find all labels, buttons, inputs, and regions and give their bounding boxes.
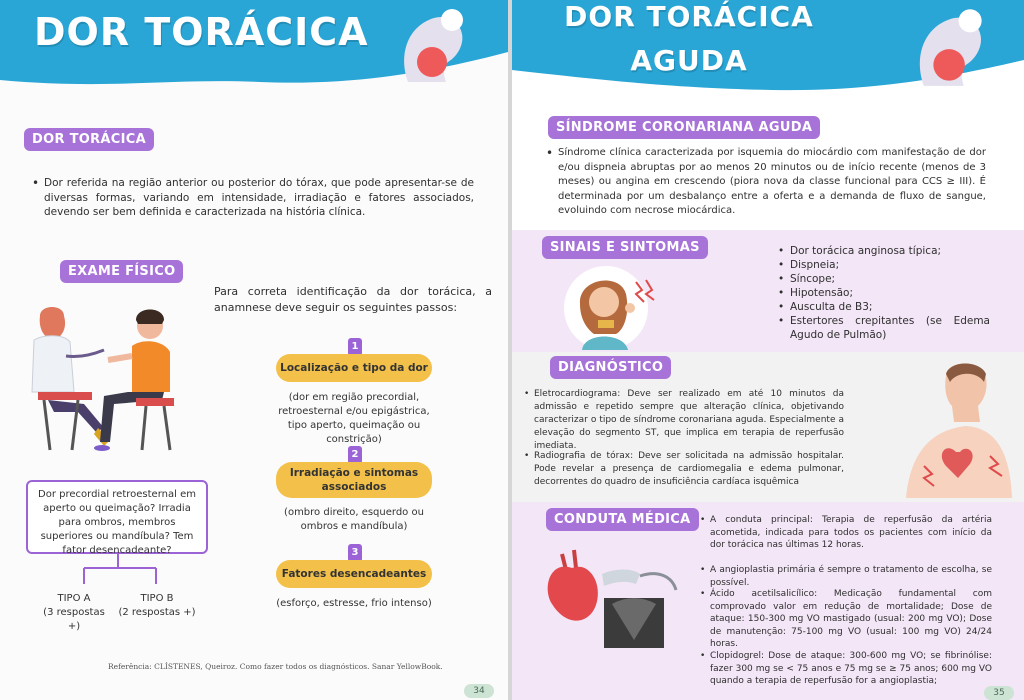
conduct-3 <box>700 588 992 651</box>
sign-item: • Estertores crepitantes (se Edema Agudo de Pulmão) <box>778 314 990 342</box>
step-3-number: 3 <box>348 544 362 562</box>
reference-text: Referência: CLÍSTENES, Queiroz. Como fazer todos os diagnósticos. Sanar YellowBook. <box>108 662 443 671</box>
conduct-4 <box>700 650 992 688</box>
sign-item: • Ausculta de B3; <box>778 300 990 314</box>
section-tag-exame-fisico: EXAME FÍSICO <box>60 260 183 283</box>
sign-item: • Hipotensão; <box>778 286 990 300</box>
type-b <box>118 592 196 620</box>
signs-list <box>778 244 990 342</box>
conduct-2 <box>700 564 992 589</box>
section-tag-diagnostico: DIAGNÓSTICO <box>550 356 671 379</box>
diagnosis-xray <box>524 450 844 489</box>
bullet-dot: • <box>546 146 554 160</box>
question-box: Dor precordial retroesternal em aperto ou queimação? Irradia para ombros, membros superiores ou mandíbula? Tem fator desencadeante? <box>26 480 208 554</box>
sign-item: • Dispneia; <box>778 258 990 272</box>
conduct-4-text: Clopidogrel: Dose de ataque: 300-600 mg VO; se fibrinólise: fazer 300 mg se < 75 anos e 75 mg se ≥ 75 anos; 600 mg VO quando a terapia de reperfusão for a angioplastia; <box>710 651 992 686</box>
doctor-patient-illustration <box>24 300 184 458</box>
sign-item: • Dor torácica anginosa típica; <box>778 244 990 258</box>
step-2-number: 2 <box>348 446 362 464</box>
section-tag-conduta: CONDUTA MÉDICA <box>546 508 699 531</box>
bullet-dot: • <box>524 389 530 399</box>
bullet-dot: • <box>524 451 530 461</box>
left-page <box>0 0 508 700</box>
bullet-dot: • <box>700 651 706 661</box>
type-a-detail: (3 respostas +) <box>43 607 105 632</box>
sign-item: • Síncope; <box>778 272 990 286</box>
step-3-detail: (esforço, estresse, frio intenso) <box>276 598 432 609</box>
step-1-number: 1 <box>348 338 362 356</box>
diagnosis-ecg <box>524 388 844 453</box>
chest-pain-icon <box>388 4 472 84</box>
step-1-detail: (dor em região precordial, retroesternal e/ou epigástrica, tipo aperto, queimação ou constrição) <box>278 392 430 445</box>
tree-connector <box>70 554 180 590</box>
diagnosis-xray-text: Radiografia de tórax: Deve ser solicitada na admissão hospitalar. Pode revelar a presença de cardiomegalia e edema pulmonar, decorrentes do quadro de insuficiência cardíaca isquêmica <box>534 451 844 487</box>
intro-bullet <box>32 176 474 220</box>
chest-heart-illustration <box>906 356 1012 498</box>
page-title: DOR TORÁCICA <box>34 10 369 54</box>
section-tag-dor-toracica: DOR TORÁCICA <box>24 128 154 151</box>
type-b-detail: (2 respostas +) <box>118 607 196 618</box>
conduct-1-text: A conduta principal: Terapia de reperfusão da artéria acometida, indicada para todos os pacientes com início da dor torácica nas últimas 12 horas. <box>710 515 992 550</box>
conduct-1 <box>700 514 992 552</box>
page-number-left: 34 <box>464 684 494 698</box>
patient-symptom-illustration <box>560 260 660 352</box>
anamnesis-intro: Para correta identificação da dor torácica, a anamnese deve seguir os seguintes passos: <box>214 285 492 314</box>
type-a <box>36 592 112 634</box>
intro-text: Dor referida na região anterior ou posterior do tórax, que pode apresentar-se de diversas formas, variando em intensidade, irradiação e fatores associados, devendo ser bem definida e caracterizada na história clínica. <box>44 177 474 218</box>
bullet-dot: • <box>700 565 706 575</box>
bullet-dot: • <box>32 176 40 190</box>
type-b-label: TIPO B <box>140 593 174 604</box>
sca-text: Síndrome clínica caracterizada por isquemia do miocárdio com manifestação de dor e/ou dispneia abruptas por ao menos 20 minutos ou de início recente (menos de 3 meses) ou angina em crescendo (piora nova da classe funcional para CCS ≥ III). É determinada por um desbalanço entre a oferta e a demanda de fluxo de sangue, evoluindo com necrose miocárdica. <box>558 147 986 216</box>
step-1-label: Localização e tipo da dor <box>276 354 432 382</box>
bullet-dot: • <box>700 589 706 599</box>
right-page <box>512 0 1024 700</box>
title-line-1: DOR TORÁCICA <box>564 0 814 33</box>
step-2-label: Irradiação e sintomas associados <box>276 462 432 498</box>
step-3-label: Fatores desencadeantes <box>276 560 432 588</box>
conduct-3-text: Ácido acetilsalicílico: Medicação fundamental com comprovado valor em redução de mortalidade; Dose de ataque: 150-300 mg VO mastigado (usual: 200 mg VO); Dose de manutenção: 75-100 mg VO (usual: 100 mg VO) 24/24 horas. <box>710 589 992 649</box>
conduct-2-text: A angioplastia primária é sempre o tratamento de escolha, se possível. <box>710 565 992 588</box>
page-number-right: 35 <box>984 686 1014 700</box>
step-2-detail: (ombro direito, esquerdo ou ombros e mandíbula) <box>284 507 424 532</box>
title-line-2: AGUDA <box>630 44 748 77</box>
section-tag-sca: SÍNDROME CORONARIANA AGUDA <box>548 116 820 139</box>
page-title-right <box>544 0 834 78</box>
sca-bullet <box>546 146 986 219</box>
section-tag-sinais: SINAIS E SINTOMAS <box>542 236 708 259</box>
chest-pain-icon-right <box>902 4 992 88</box>
heart-ultrasound-illustration <box>542 540 682 652</box>
diagnosis-ecg-text: Eletrocardiograma: Deve ser realizado em até 10 minutos da admissão e repetido sempre que alteração clínica, objetivando caracterizar o tipo de síndrome coronariana aguda. Especialmente a elevação do segmento ST, que implica em terapia de reperfusão imediata. <box>534 389 844 451</box>
type-a-label: TIPO A <box>57 593 91 604</box>
bullet-dot: • <box>700 515 706 525</box>
